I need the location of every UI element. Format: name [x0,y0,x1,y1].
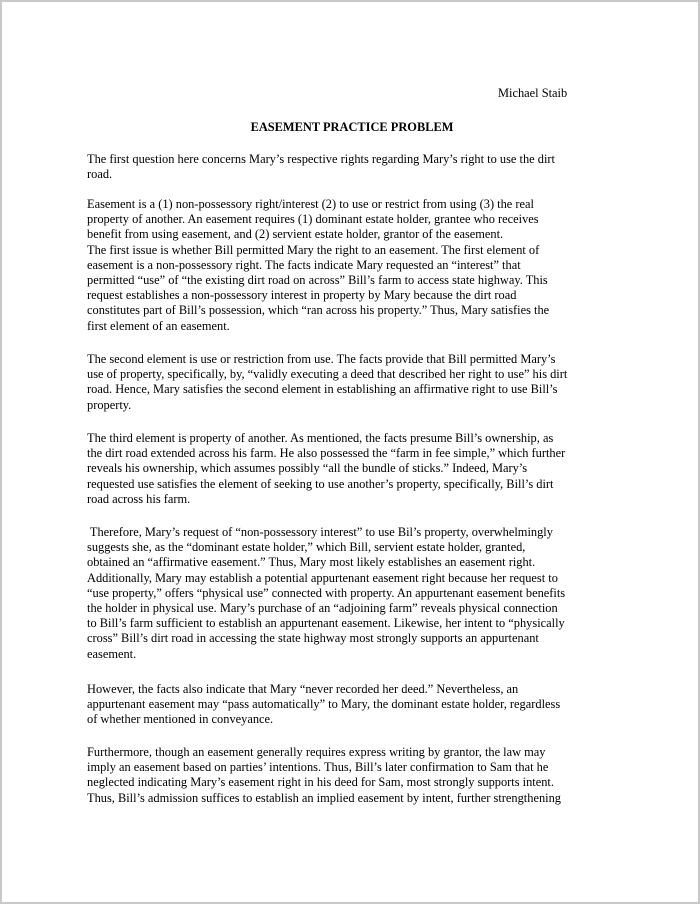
text-line: The second element is use or restriction from use. The facts provide that Bill permitted Mary’s [87,352,556,366]
text-line: use of property, specifically, by, “validly executing a deed that described her right to use” his dirt [87,367,568,382]
text-line: Thus, Bill’s admission suffices to establish an implied easement by intent, further strengthening [87,790,561,805]
text-line: road. Hence, Mary satisfies the second element in establishing an affirmative right to use Bill’s [87,382,558,397]
text-line: Therefore, Mary’s request of “non-possessory interest” to use Bil’s property, overwhelmingly [87,525,553,539]
text-line: road across his farm. [87,491,191,506]
text-line: road. [87,167,113,182]
text-line: to Bill’s farm sufficient to establish an appurtenant easement. Likewise, her intent to “physically [87,616,565,631]
text-line: neglected indicating Mary’s easement right in his deed for Sam, most strongly supports intent. [87,775,554,790]
paragraph-4 [87,431,627,507]
text-line: property of another. An easement requires (1) dominant estate holder, grantee who receives [87,212,539,227]
text-line: cross” Bill’s dirt road in accessing the state highway most strongly supports an appurtenant [87,631,539,646]
text-line: reveals his ownership, which assumes possibly “all the bundle of sticks.” Indeed, Mary’s [87,461,528,476]
text-line: benefit from using easement, and (2) servient estate holder, grantor of the easement. [87,227,504,242]
paragraph-7 [87,745,627,806]
text-line: The third element is property of another. As mentioned, the facts presume Bill’s ownership, as [87,431,554,445]
text-line: imply an easement based on parties’ intentions. Thus, Bill’s later confirmation to Sam that he [87,760,549,775]
author-name: Michael Staib [498,86,568,100]
text-line: the dirt road extended across his farm. He also possessed the “farm in fee simple,” which further [87,446,566,461]
text-line: first element of an easement. [87,318,230,333]
text-line: easement is a non-possessory right. The facts indicate Mary requested an “interest” that [87,257,521,272]
text-line: However, the facts also indicate that Mary “never recorded her deed.” Nevertheless, an [87,682,519,696]
text-line: easement. [87,646,137,661]
text-line: The first question here concerns Mary’s respective rights regarding Mary’s right to use the dirt [87,152,555,166]
text-line: suggests she, as the “dominant estate holder,” which Bill, servient estate holder, granted, [87,540,526,555]
text-line: Additionally, Mary may establish a potential appurtenant easement right because her request to [87,570,558,585]
paragraph-1 [87,152,627,182]
text-line: “use property,” offers “physical use” connected with property. An appurtenant easement benefits [87,585,566,600]
text-line: requested use satisfies the element of seeking to use another’s property, specifically, Bill’s dirt [87,476,554,491]
text-line: the holder in physical use. Mary’s purchase of an “adjoining farm” reveals physical connection [87,601,558,616]
text-line: appurtenant easement may “pass automatically” to Mary, the dominant estate holder, regardless [87,697,561,712]
text-line: constitutes part of Bill’s possession, which “ran across his property.” Thus, Mary satisfies the [87,303,550,318]
text-line: request establishes a non-possessory interest in property by Mary because the dirt road [87,288,517,303]
text-line: Furthermore, though an easement generally requires express writing by grantor, the law may [87,745,546,759]
paragraph-3 [87,352,627,413]
text-line: The first issue is whether Bill permitted Mary the right to an easement. The first element of [87,242,540,257]
text-line: Easement is a (1) non-possessory right/interest (2) to use or restrict from using (3) the real [87,197,534,211]
text-line: property. [87,397,132,412]
text-line: permitted “use” of “the existing dirt road on across” Bill’s farm to access state highway. This [87,273,548,288]
paragraph-6 [87,682,627,728]
paragraph-5 [87,525,627,662]
document-title: EASEMENT PRACTICE PROBLEM [250,120,454,134]
paragraph-2 [87,197,627,334]
text-line: of whether mentioned in conveyance. [87,712,274,727]
text-line: obtained an “affirmative easement.” Thus, Mary most likely establishes an easement right. [87,555,536,570]
